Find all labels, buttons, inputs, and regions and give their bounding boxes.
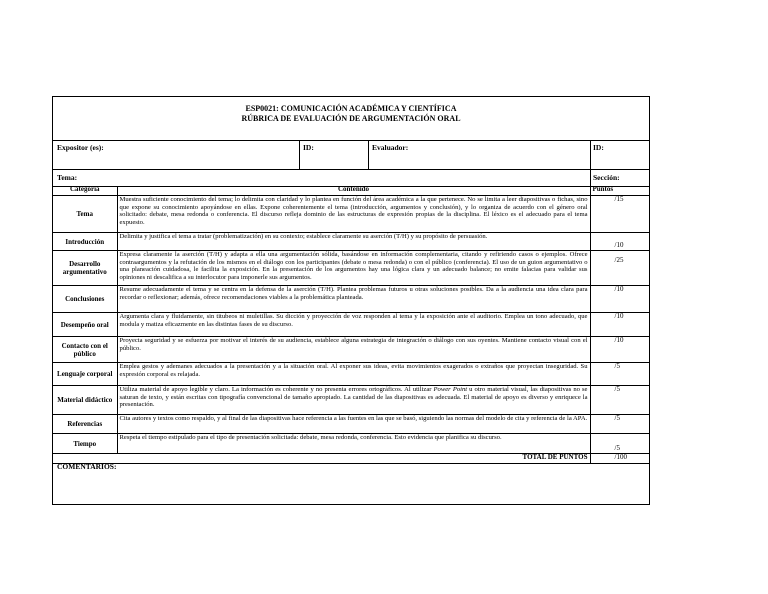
row-points[interactable]: /10 (590, 313, 649, 337)
row-content: Emplea gestos y ademanes adecuados a la presentación y a la situación oral. Al exponer sus ideas, evita movimientos exagerados o extraños que proyectan inseguridad. Su expresión corporal es relajada. (117, 363, 590, 386)
row-content: Proyecta seguridad y se esfuerza por motivar el interés de su audiencia, establece alguna estrategia de integración o diálogo con sus oyentes. Mantiene contacto visual con el público. (117, 337, 590, 363)
table-row (53, 415, 649, 434)
table-row (53, 434, 649, 454)
col-content: Contenido (117, 186, 590, 196)
row-points[interactable]: /5 (590, 415, 649, 434)
evaluator-row (53, 141, 649, 170)
evaluator-field[interactable]: Evaluador: (372, 143, 409, 152)
table-row (53, 313, 649, 337)
row-points[interactable]: /15 (590, 196, 649, 233)
col-points: Puntos (590, 186, 649, 196)
row-category: Tiempo (53, 434, 117, 454)
power-point-term: Power Point (433, 386, 468, 393)
row-category: Referencias (53, 415, 117, 434)
row-content (117, 386, 590, 415)
comments-label[interactable]: COMENTARIOS: (57, 462, 117, 471)
table-row (53, 196, 649, 233)
course-title: ESP0021: COMUNICACIÓN ACADÉMICA Y CIENTÍFICA (245, 104, 457, 113)
evaluator-id-field[interactable]: ID: (593, 143, 604, 152)
divider (590, 141, 591, 169)
topic-row (53, 169, 649, 187)
row-content: Muestra suficiente conocimiento del tema; lo delimita con claridad y lo plantea en función del área académica a la que pertenece. No se limita a leer diapositivas o fichas, sino que expone su conocimiento apoyándose en ellas. Expone coherentemente el tema (introducción, argumentos y conclusión), y lo organiza de acuerdo con el género oral solicitado: debate, mesa redonda o conferencia. El discurso refleja dominio de las estructuras de expresión propias de la disciplina. El léxico es el adecuado para el tema expuesto. (117, 196, 590, 233)
row-content: Cita autores y textos como respaldo, y al final de las diapositivas hace referencia a las fuentes en las que se basó, siguiendo las normas del modelo de cita y referencia de la APA. (117, 415, 590, 434)
rubric-sheet (52, 96, 650, 505)
row-points[interactable]: /10 (590, 233, 649, 251)
expositor-field[interactable]: Expositor (es): (57, 143, 104, 152)
row-points[interactable]: /10 (590, 337, 649, 363)
content-part: Utiliza material de apoyo legible y claro. La información es coherente y no presenta errores ortográficos. Al utilizar (119, 386, 434, 393)
table-row (53, 286, 649, 313)
rubric-title: RÚBRICA DE EVALUACIÓN DE ARGUMENTACIÓN ORAL (241, 114, 461, 123)
rubric-table (53, 186, 649, 464)
table-row (53, 337, 649, 363)
row-points[interactable]: /5 (590, 386, 649, 415)
row-category: Lenguaje corporal (53, 363, 117, 386)
table-row (53, 233, 649, 251)
section-field[interactable]: Sección: (593, 173, 620, 182)
row-category: Desarrollo argumentativo (53, 251, 117, 286)
row-content: Respeta el tiempo estipulado para el tipo de presentación solicitada: debate, mesa redonda, conferencia. Esto evidencia que planifica su discurso. (117, 434, 590, 454)
row-content: Resume adecuadamente el tema y se centra en la defensa de la aserción (T/H). Plantea problemas futuros u otras soluciones posibles. Da a la audiencia una idea clara para recordar o reflexionar; además, ofrece recomendaciones viables a la problemática planteada. (117, 286, 590, 313)
total-points[interactable]: /100 (590, 454, 649, 464)
row-category: Tema (53, 196, 117, 233)
row-content: Argumenta clara y fluidamente, sin titubeos ni muletillas. Su dicción y proyección de voz responden al tema y la exposición ante el auditorio. Emplea un tono adecuado, que modula y matiza eficazmente en las distintas fases de su discurso. (117, 313, 590, 337)
row-points[interactable]: /5 (590, 434, 649, 454)
table-row (53, 363, 649, 386)
row-category: Material didáctico (53, 386, 117, 415)
row-content: Expresa claramente la aserción (T/H) y adapta a ella una argumentación sólida, basándose en información complementaria, citando y refiriendo casos o ejemplos. Ofrece contraargumentos y la refutación de los mismos en el diálogo con los participantes (debate o mesa redonda) o con el público (conferencia). El uso de un guion argumentativo o una planeación cuidadosa, le facilita la exposición. En la presentación de los argumentos hay una lógica clara y un adecuado balance; no emite falacias para validar sus opiniones ni descalifica a su interlocutor para imponerle sus argumentos. (117, 251, 590, 286)
divider (299, 141, 300, 169)
title-block (53, 97, 649, 141)
row-points[interactable]: /25 (590, 251, 649, 286)
row-content: Delimita y justifica el tema a tratar (problematización) en su contexto; establece claramente su aserción (T/H) y su propósito de persuasión. (117, 233, 590, 251)
total-label: TOTAL DE PUNTOS (117, 454, 590, 464)
row-points[interactable]: /10 (590, 286, 649, 313)
expositor-id-field[interactable]: ID: (303, 143, 314, 152)
row-category: Contacto con el público (53, 337, 117, 363)
row-category: Introducción (53, 233, 117, 251)
table-row (53, 386, 649, 415)
divider (368, 141, 369, 169)
content-part: u otro material visual, las diapositivas no se saturan de texto, y están escritas con tipografía convencional de tamaño apropiado. La cantidad de las diapositivas es adecuada. El material de apoyo es diverso y enriquece la presentación. (119, 386, 588, 409)
topic-field[interactable]: Tema: (57, 173, 78, 182)
row-category: Conclusiones (53, 286, 117, 313)
total-row (53, 454, 649, 464)
table-header-row (53, 186, 649, 196)
table-row (53, 251, 649, 286)
divider (590, 169, 591, 186)
col-category: Categoría (53, 186, 117, 196)
row-points[interactable]: /5 (590, 363, 649, 386)
row-category: Desempeño oral (53, 313, 117, 337)
